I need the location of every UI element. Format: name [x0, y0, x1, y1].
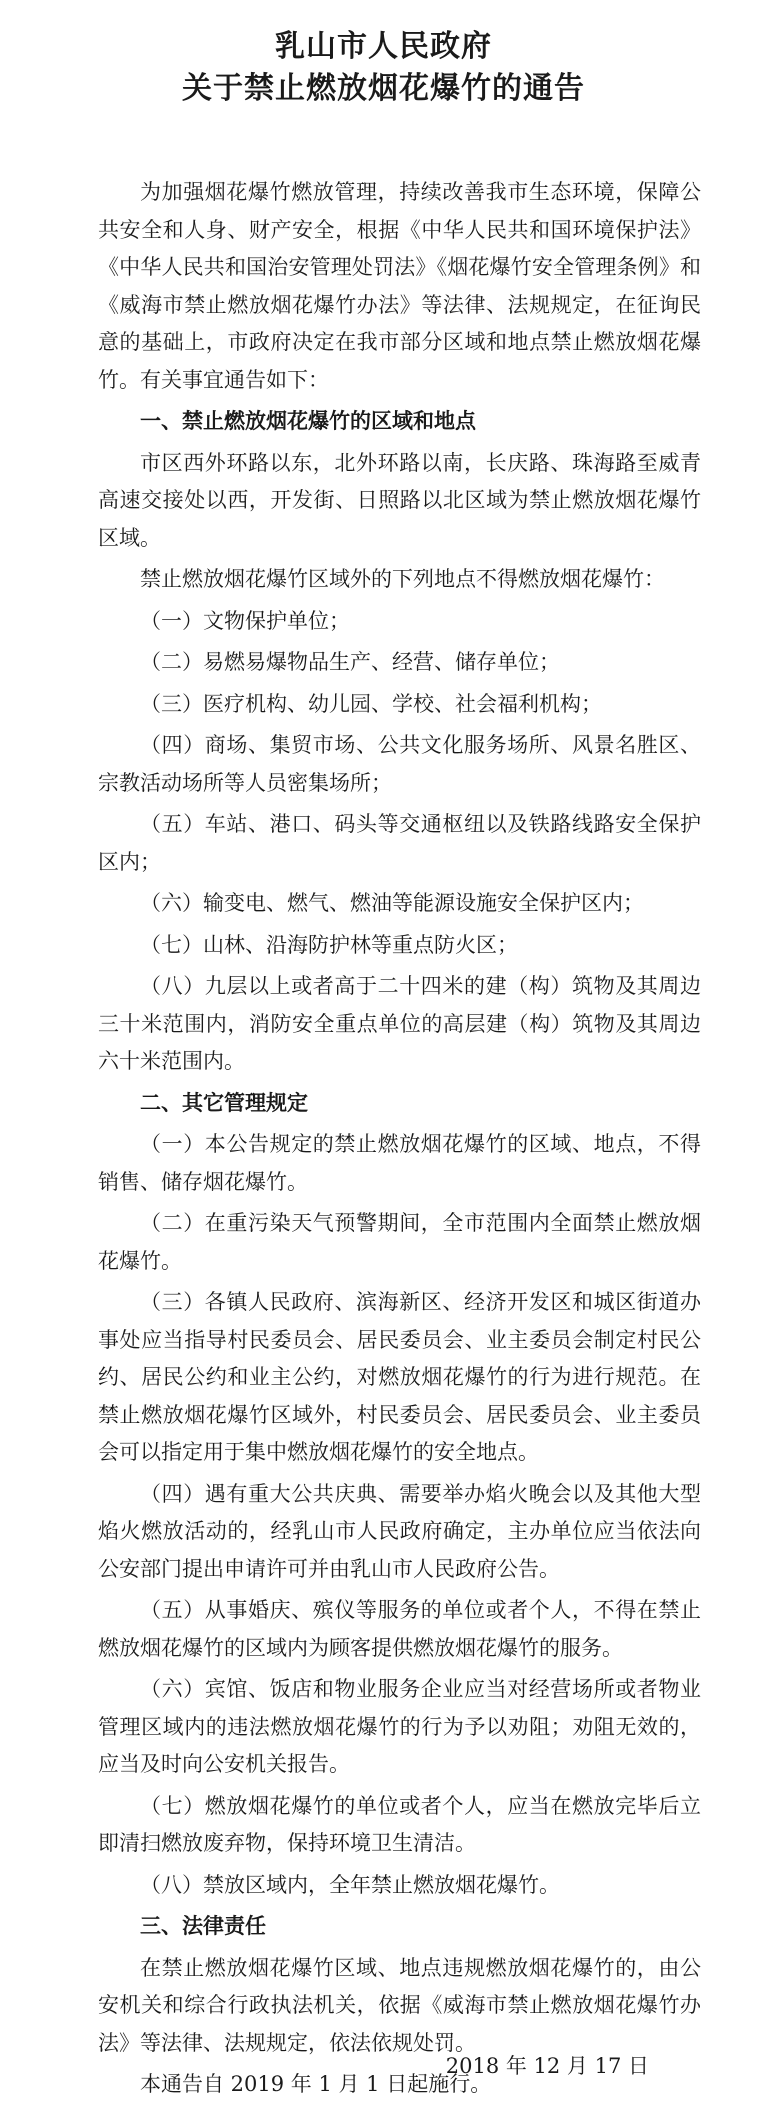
document-body [98, 174, 701, 2104]
section2-item: （八）禁放区域内，全年禁止燃放烟花爆竹。 [140, 1872, 560, 1897]
effective-date-paragraph: 本通告自 2019 年 1 月 1 日起施行。 [140, 2072, 492, 2096]
section1-item: （二）易燃易爆物品生产、经营、储存单位； [140, 650, 560, 674]
section2-item: （七）燃放烟花爆竹的单位或者个人，应当在燃放完毕后立即清扫燃放废弃物，保持环境卫生清洁。 [98, 1793, 701, 1855]
issue-date: 2018 年 12 月 17 日 [445, 2054, 649, 2078]
section1-item: （四）商场、集贸市场、公共文化服务场所、风景名胜区、宗教活动场所等人员密集场所； [98, 733, 701, 795]
section1-item: （七）山林、沿海防护林等重点防火区； [140, 932, 518, 957]
intro-paragraph: 为加强烟花爆竹燃放管理，持续改善我市生态环境，保障公共安全和人身、财产安全，根据《中华人民共和国环境保护法》《中华人民共和国治安管理处罚法》《烟花爆竹安全管理条例》和《威海市禁止燃放烟花爆竹办法》等法律、法规规定，在征询民意的基础上，市政府决定在我市部分区域和地点禁止燃放烟花爆竹。有关事宜通告如下： [98, 180, 701, 392]
section1-area-paragraph: 市区西外环路以东，北外环路以南，长庆路、珠海路至威青高速交接处以西，开发街、日照路以北区域为禁止燃放烟花爆竹区域。 [98, 450, 701, 550]
notice-title: 关于禁止燃放烟花爆竹的通告 [182, 71, 585, 106]
section1-item: （三）医疗机构、幼儿园、学校、社会福利机构； [140, 691, 602, 716]
section3-heading: 三、法律责任 [140, 1914, 266, 1938]
issuer-title: 乳山市人民政府 [275, 29, 492, 64]
section3-paragraph: 在禁止燃放烟花爆竹区域、地点违规燃放烟花爆竹的，由公安机关和综合行政执法机关，依据《威海市禁止燃放烟花爆竹办法》等法律、法规规定，依法依规处罚。 [98, 1955, 701, 2055]
section2-item: （一）本公告规定的禁止燃放烟花爆竹的区域、地点，不得销售、储存烟花爆竹。 [98, 1132, 701, 1194]
section2-item: （三）各镇人民政府、滨海新区、经济开发区和城区街道办事处应当指导村民委员会、居民委员会、业主委员会制定村民公约、居民公约和业主公约，对燃放烟花爆竹的行为进行规范。在禁止燃放烟花爆竹区域外，村民委员会、居民委员会、业主委员会可以指定用于集中燃放烟花爆竹的安全地点。 [98, 1290, 701, 1464]
section1-item: （一）文物保护单位； [140, 608, 350, 633]
section1-item: （八）九层以上或者高于二十四米的建（构）筑物及其周边三十米范围内，消防安全重点单位的高层建（构）筑物及其周边六十米范围内。 [98, 974, 701, 1073]
section1-item: （六）输变电、燃气、燃油等能源设施安全保护区内； [140, 891, 644, 915]
document-title [66, 26, 701, 110]
section2-item: （四）遇有重大公共庆典、需要举办焰火晚会以及其他大型焰火燃放活动的，经乳山市人民政府确定，主办单位应当依法向公安部门提出申请许可并由乳山市人民政府公告。 [98, 1481, 701, 1581]
section2-item: （二）在重污染天气预警期间，全市范围内全面禁止燃放烟花爆竹。 [98, 1211, 701, 1273]
section2-item: （六）宾馆、饭店和物业服务企业应当对经营场所或者物业管理区域内的违法燃放烟花爆竹的行为予以劝阻；劝阻无效的，应当及时向公安机关报告。 [98, 1677, 701, 1776]
section2-heading: 二、其它管理规定 [140, 1090, 308, 1115]
section2-item: （五）从事婚庆、殡仪等服务的单位或者个人，不得在禁止燃放烟花爆竹的区域内为顾客提供燃放烟花爆竹的服务。 [98, 1598, 701, 1660]
section1-item: （五）车站、港口、码头等交通枢纽以及铁路线路安全保护区内； [98, 812, 701, 874]
section1-places-intro: 禁止燃放烟花爆竹区域外的下列地点不得燃放烟花爆竹： [140, 567, 665, 591]
section1-heading: 一、禁止燃放烟花爆竹的区域和地点 [140, 409, 476, 433]
